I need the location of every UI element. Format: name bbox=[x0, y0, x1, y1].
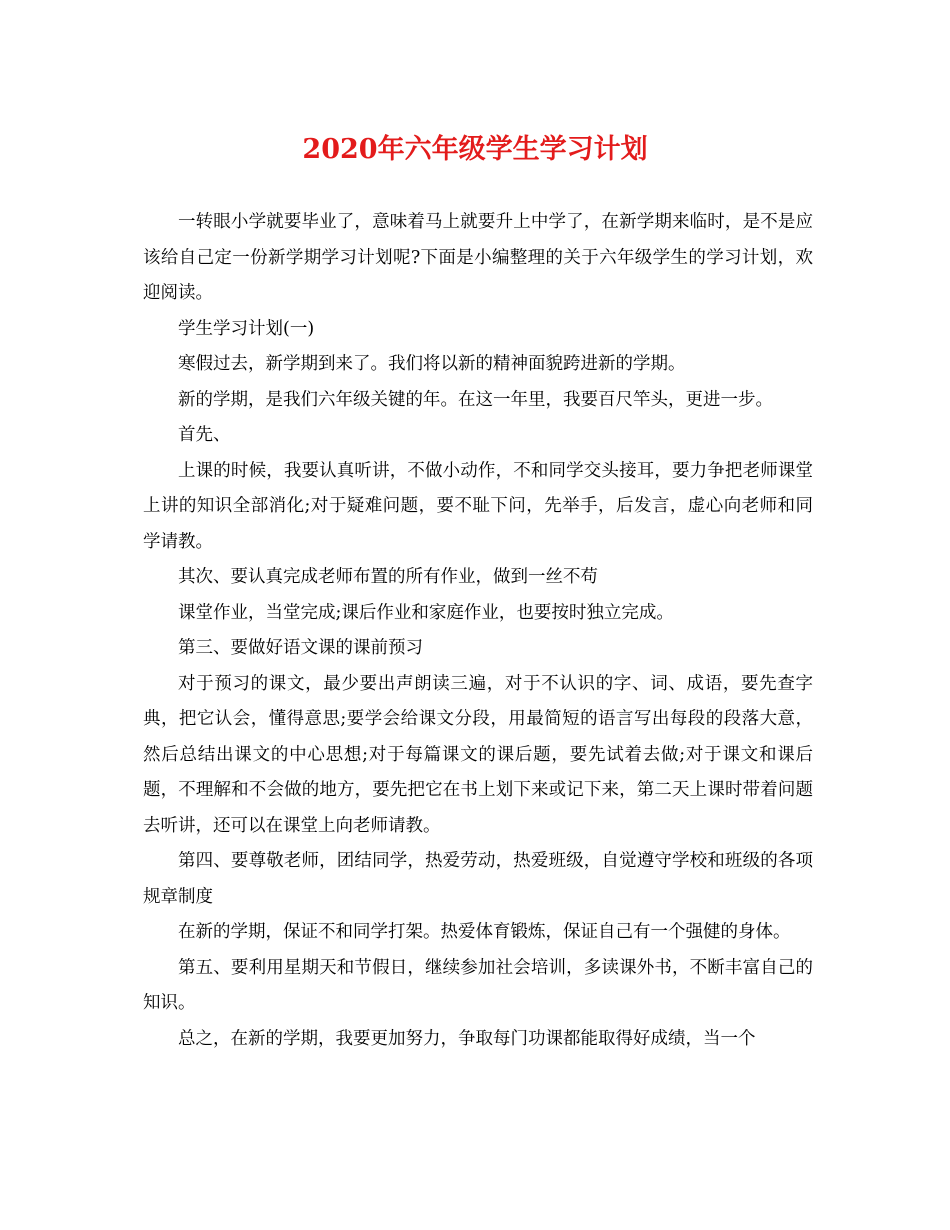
paragraph: 其次、要认真完成老师布置的所有作业，做到一丝不苟 bbox=[178, 567, 598, 587]
paragraph: 学生学习计划(一) bbox=[178, 318, 315, 339]
paragraph: 在新的学期，保证不和同学打架。热爱体育锻炼，保证自己有一个强健的身体。 bbox=[178, 922, 791, 942]
paragraph: 新的学期，是我们六年级关键的年。在这一年里，我要百尺竿头，更进一步。 bbox=[178, 389, 773, 410]
paragraph: 第四、要尊敬老师，团结同学，热爱劳动，热爱班级，自觉遵守学校和班级的各项规章制度 bbox=[143, 851, 813, 907]
document-body bbox=[143, 205, 813, 1057]
paragraph: 对于预习的课文，最少要出声朗读三遍，对于不认识的字、词、成语，要先查字典，把它认会，懂得意思;要学会给课文分段，用最简短的语言写出每段的段落大意，然后总结出课文的中心思想;对于每篇课文的课后题，要先试着去做;对于课文和课后题，不理解和不会做的地方，要先把它在书上划下来或记下来，第二天上课时带着问题去听讲，还可以在课堂上向老师请教。 bbox=[143, 673, 813, 836]
paragraph: 寒假过去，新学期到来了。我们将以新的精神面貌跨进新的学期。 bbox=[178, 354, 686, 374]
paragraph: 首先、 bbox=[178, 425, 231, 445]
paragraph: 第三、要做好语文课的课前预习 bbox=[178, 638, 423, 658]
paragraph: 一转眼小学就要毕业了，意味着马上就要升上中学了，在新学期来临时，是不是应该给自己定一份新学期学习计划呢?下面是小编整理的关于六年级学生的学习计划，欢迎阅读。 bbox=[143, 212, 813, 303]
paragraph: 第五、要利用星期天和节假日，继续参加社会培训，多读课外书，不断丰富自己的知识。 bbox=[143, 957, 813, 1013]
paragraph: 总之，在新的学期，我要更加努力，争取每门功课都能取得好成绩，当一个 bbox=[178, 1028, 756, 1049]
paragraph: 课堂作业，当堂完成;课后作业和家庭作业，也要按时独立完成。 bbox=[178, 602, 674, 623]
document-title: 2020年六年级学生学习计划 bbox=[302, 134, 648, 165]
paragraph: 上课的时候，我要认真听讲，不做小动作，不和同学交头接耳，要力争把老师课堂上讲的知识全部消化;对于疑难问题，要不耻下问，先举手，后发言，虚心向老师和同学请教。 bbox=[143, 460, 813, 552]
